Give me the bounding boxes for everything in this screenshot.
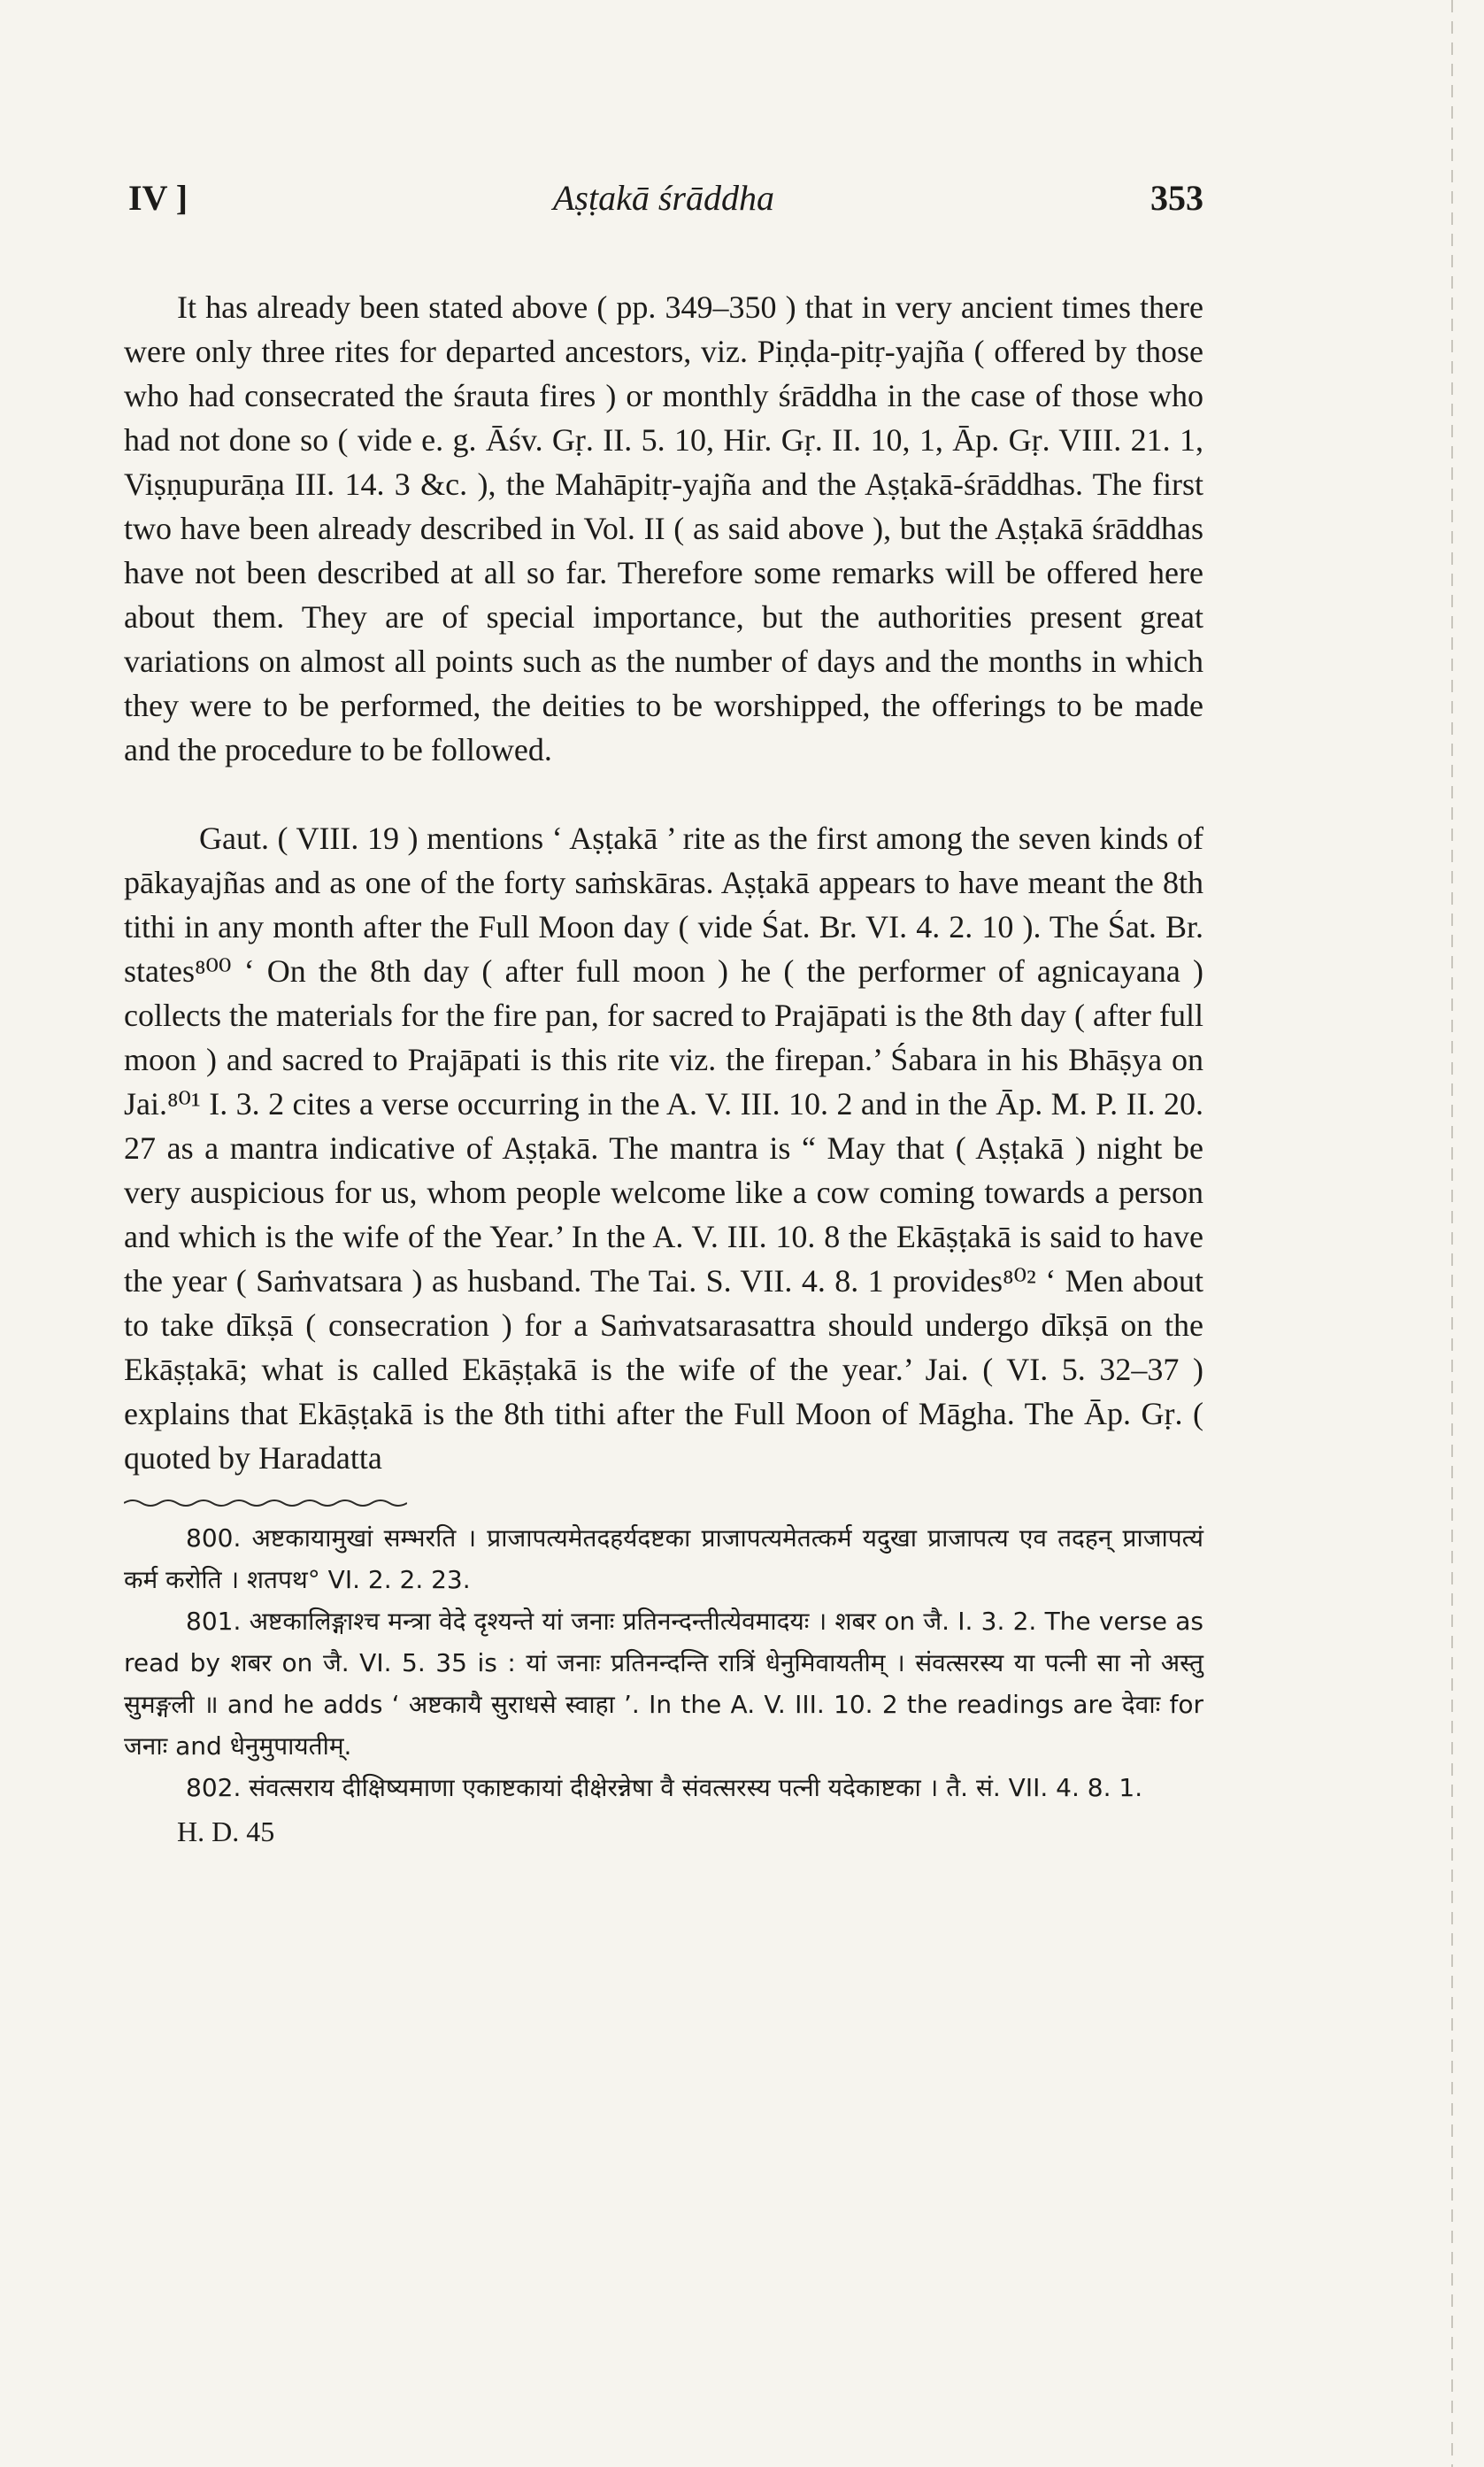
page-content <box>124 177 1203 1848</box>
running-header <box>124 177 1203 239</box>
footnote-separator <box>124 1498 407 1508</box>
chapter-marker: IV ] <box>128 178 188 218</box>
footnote-801: 801. अष्टकालिङ्गाश्च मन्त्रा वेदे दृश्यन्ते यां जनाः प्रतिनन्दन्तीत्येवमादयः । शबर on जै. I. 3. 2. The verse as read by शबर on जै. VI. 5. 35 is : यां जनाः प्रतिनन्दन्ति रात्रिं धेनुमिवायतीम् । संवत्सरस्य या पत्नी सा नो अस्तु सुमङ्गली ॥ and he adds ‘ अष्टकायै सुराधसे स्वाहा ’. In the A. V. III. 10. 2 the readings are देवाः for जनाः and धेनुमुपायतीम्. <box>124 1607 1203 1761</box>
page-number: 353 <box>1150 178 1203 218</box>
body-paragraph-2: Gaut. ( VIII. 19 ) mentions ‘ Aṣṭakā ’ rite as the first among the seven kinds of pākayajñas and as one of the forty saṁskāras. Aṣṭakā appears to have meant the 8th tithi in any month after the Full Moon day ( vide Śat. Br. VI. 4. 2. 10 ). The Śat. Br. states⁸⁰⁰ ‘ On the 8th day ( after full moon ) he ( the performer of agnicayana ) collects the materials for the fire pan, for sacred to Prajāpati is the 8th day ( after full moon ) and sacred to Prajāpati is this rite viz. the firepan.’ Śabara in his Bhāṣya on Jai.⁸⁰¹ I. 3. 2 cites a verse occurring in the A. V. III. 10. 2 and in the Āp. M. P. II. 20. 27 as a mantra indicative of Aṣṭakā. The mantra is “ May that ( Aṣṭakā ) night be very auspicious for us, whom people welcome like a cow coming towards a person and which is the wife of the Year.’ In the A. V. III. 10. 8 the Ekāṣṭakā is said to have the year ( Saṁvatsara ) as husband. The Tai. S. VII. 4. 8. 1 provides⁸⁰² ‘ Men about to take dīkṣā ( consecration ) for a Saṁvatsarasattra should undergo dīkṣā on the Ekāṣṭakā; what is called Ekāṣṭakā is the wife of the year.’ Jai. ( VI. 5. 32–37 ) explains that Ekāṣṭakā is the 8th tithi after the Full Moon of Māgha. The Āp. Gṛ. ( quoted by Haradatta <box>124 821 1203 1476</box>
footnote-802: 802. संवत्सराय दीक्षिष्यमाणा एकाष्टकायां दीक्षेरन्नेषा वै संवत्सरस्य पत्नी यदेकाष्टका । तै. सं. VII. 4. 8. 1. <box>186 1773 1143 1802</box>
body-paragraph-1: It has already been stated above ( pp. 349–350 ) that in very ancient times there were only three rites for departed ancestors, viz. Piṇḍa-pitṛ-yajña ( offered by those who had consecrated the śrauta fires ) or monthly śrāddha in the case of those who had not done so ( vide e. g. Āśv. Gṛ. II. 5. 10, Hir. Gṛ. II. 10, 1, Āp. Gṛ. VIII. 21. 1, Viṣṇupurāṇa III. 14. 3 &c. ), the Mahāpitṛ-yajña and the Aṣṭakā-śrāddhas. The first two have been already described in Vol. II ( as said above ), but the Aṣṭakā śrāddhas have not been described at all so far. Therefore some remarks will be offered here about them. They are of special importance, but the authorities present great variations on almost all points such as the number of days and the months in which they were to be performed, the deities to be worshipped, the offerings to be made and the procedure to be followed. <box>124 289 1203 767</box>
printer-signature: H. D. 45 <box>177 1816 275 1847</box>
scan-edge-line <box>1451 0 1453 2467</box>
running-title: Aṣṭakā śrāddha <box>553 178 774 218</box>
footnote-800: 800. अष्टकायामुखां सम्भरति । प्राजापत्यमेतदहर्यदष्टका प्राजापत्यमेतत्कर्म यदुखा प्राजापत्य एव तदहन् प्राजापत्यं कर्म करोति । शतपथ° VI. 2. 2. 23. <box>124 1523 1203 1594</box>
